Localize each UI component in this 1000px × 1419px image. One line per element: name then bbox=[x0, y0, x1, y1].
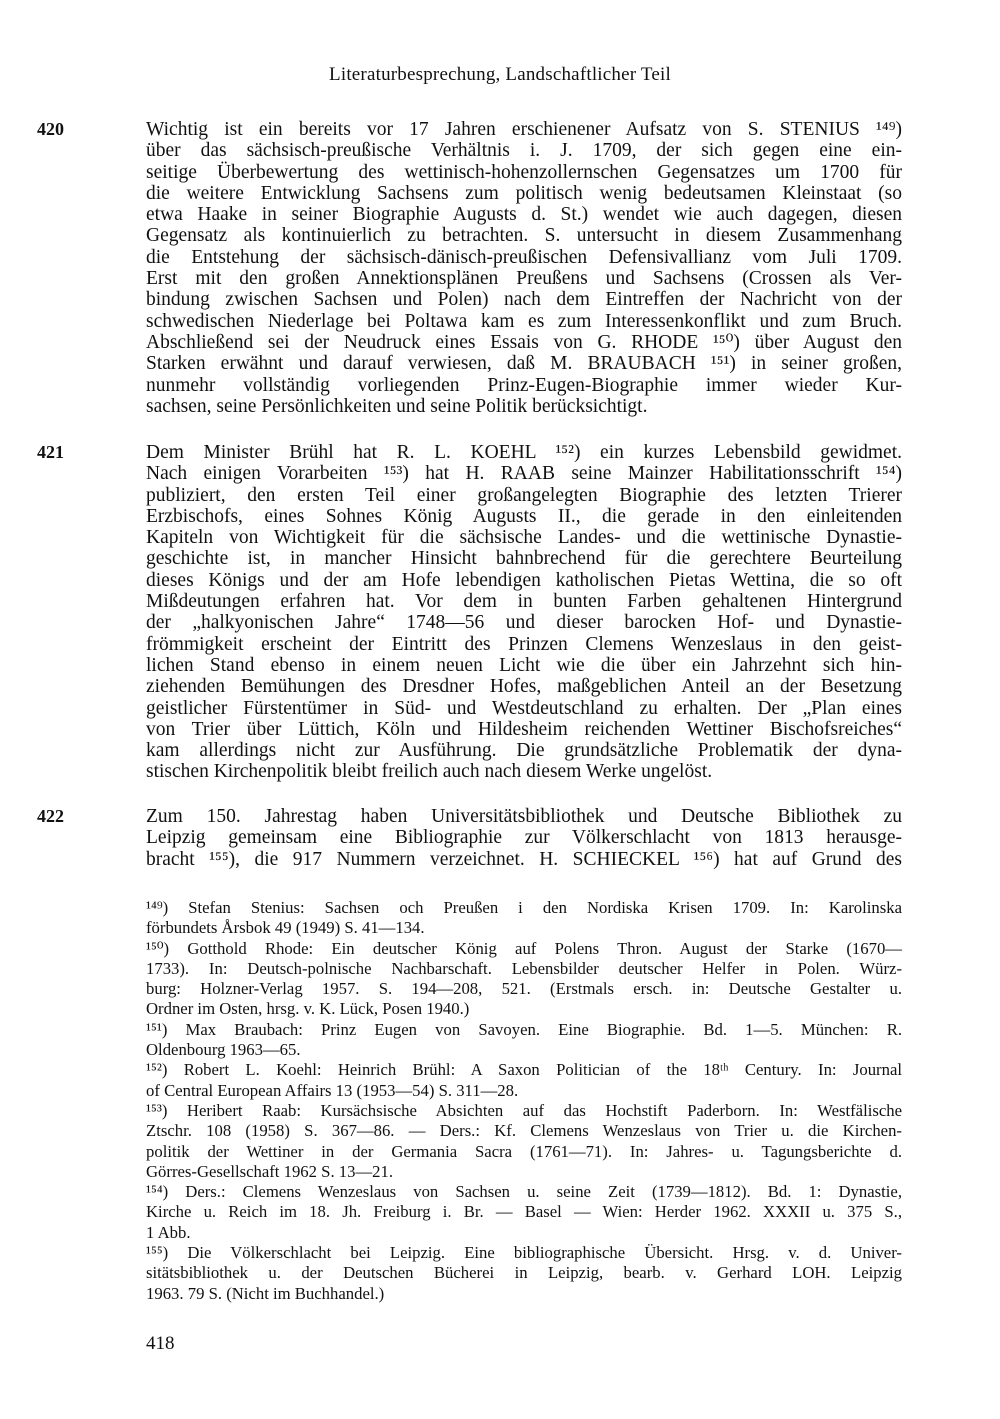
text-line: kam allerdings nicht zur Ausführung. Die grundsätzliche Problematik der dyna- bbox=[146, 740, 902, 762]
text-line: geschichte ist, in mancher Hinsicht bahnbrechend für die gerechtere Beurteilung bbox=[146, 548, 902, 570]
text-line: Kapiteln von Wichtigkeit für die sächsische Landes- und die wettinische Dynastie- bbox=[146, 527, 902, 549]
footnote-line: of Central European Affairs 13 (1953—54) S. 311—28. bbox=[146, 1080, 519, 1100]
footnote-line: ¹⁴⁹) Stefan Stenius: Sachsen och Preußen i den Nordiska Krisen 1709. In: Karolinska bbox=[146, 898, 902, 917]
text-line: frömmigkeit erscheint der Eintritt des Prinzen Clemens Wenzeslaus in den geist- bbox=[146, 633, 902, 655]
footnote-line: Ztschr. 108 (1958) S. 367—86. — Ders.: Kf. Clemens Wenzeslaus von Trier u. die Kirchen- bbox=[146, 1121, 902, 1141]
footnote-line: Ordner im Osten, hrsg. v. K. Lück, Posen 1940.) bbox=[146, 999, 470, 1019]
paragraph-number: 421 bbox=[37, 442, 64, 462]
footnote-line: burg: Holzner-Verlag 1957. S. 194—208, 521. (Erstmals ersch. in: Deutsche Gestalter u. bbox=[146, 979, 902, 999]
footnote-line: Görres-Gesellschaft 1962 S. 13—21. bbox=[146, 1161, 394, 1181]
text-line: Erst mit den großen Annektionsplänen Preußens und Sachsens (Crossen als Ver- bbox=[146, 268, 902, 290]
text-line: die weitere Entwicklung Sachsens zum politisch wenig bedeutsamen Kleinstaat (so bbox=[146, 182, 902, 204]
footnote-line: ¹⁵¹) Max Braubach: Prinz Eugen von Savoyen. Eine Biographie. Bd. 1—5. München: R. bbox=[146, 1019, 902, 1039]
footnote-line: ¹⁵⁰) Gotthold Rhode: Ein deutscher König auf Polens Thron. August der Starke (1670— bbox=[146, 938, 902, 958]
footnote-line: ¹⁵⁵) Die Völkerschlacht bei Leipzig. Eine bibliographische Übersicht. Hrsg. v. d. Univer- bbox=[146, 1243, 902, 1263]
footnote-line: förbundets Årsbok 49 (1949) S. 41—134. bbox=[146, 918, 425, 938]
footnote-line: sitätsbibliothek u. der Deutschen Bücherei in Leipzig, bearb. v. Gerhard LOH. Leipzig bbox=[146, 1263, 902, 1283]
text-line: Starken erwähnt und darauf verwiesen, daß M. BRAUBACH ¹⁵¹) in seiner großen, bbox=[146, 353, 902, 375]
text-line: Wichtig ist ein bereits vor 17 Jahren erschienener Aufsatz von S. STENIUS ¹⁴⁹) bbox=[146, 119, 902, 140]
footnote-line: ¹⁵²) Robert L. Koehl: Heinrich Brühl: A Saxon Politician of the 18ᵗʰ Century. In: Journal bbox=[146, 1060, 902, 1080]
text-line: publiziert, den ersten Teil einer großangelegten Biographie des letzten Trierer bbox=[146, 484, 902, 506]
text-line: ziehenden Bemühungen des Dresdner Hofes, maßgeblichen Anteil an der Besetzung bbox=[146, 676, 902, 698]
text-line: Mißdeutungen erfahren hat. Vor dem in bunten Farben gehaltenen Hintergrund bbox=[146, 591, 902, 613]
text-line: schwedischen Niederlage bei Poltawa kam es zum Interessenkonflikt und zum Bruch. bbox=[146, 310, 902, 332]
footnotes bbox=[146, 898, 902, 1304]
page-number: 418 bbox=[146, 1333, 175, 1354]
text-line: dieses Königs und der am Hofe lebendigen katholischen Pietas Wettina, die so oft bbox=[146, 569, 902, 591]
text-line: Erzbischofs, eines Sohnes König Augusts II., die gerade in den einleitenden bbox=[146, 505, 902, 527]
text-line: Nach einigen Vorarbeiten ¹⁵³) hat H. RAAB seine Mainzer Habilitationsschrift ¹⁵⁴) bbox=[146, 463, 902, 485]
paragraph-420 bbox=[37, 119, 902, 417]
text-line: seitige Überbewertung des wettinisch-hohenzollernschen Gegensatzes um 1700 für bbox=[146, 161, 902, 183]
text-line: die Entstehung der sächsisch-dänisch-preußischen Defensivallianz vom Juli 1709. bbox=[146, 246, 902, 268]
paragraph-number: 422 bbox=[37, 806, 64, 826]
paragraph-422 bbox=[37, 806, 902, 870]
text-line: Zum 150. Jahrestag haben Universitätsbibliothek und Deutsche Bibliothek zu bbox=[146, 806, 902, 827]
footnote-line: 1733). In: Deutsch-polnische Nachbarschaft. Lebensbilder deutscher Helfer in Polen. Würz- bbox=[146, 958, 902, 978]
running-header: Literaturbesprechung, Landschaftlicher Teil bbox=[329, 64, 671, 85]
text-line: über das sächsisch-preußische Verhältnis i. J. 1709, der sich gegen eine ein- bbox=[146, 140, 902, 162]
footnote-line: politik der Wettiner in der Germania Sacra (1761—71). In: Jahres- u. Tagungsberichte d. bbox=[146, 1141, 902, 1161]
paragraph-421 bbox=[37, 442, 902, 783]
text-line: Leipzig gemeinsam eine Bibliographie zur Völkerschlacht von 1813 herausge- bbox=[146, 827, 902, 849]
text-line: bracht ¹⁵⁵), die 917 Nummern verzeichnet. H. SCHIECKEL ¹⁵⁶) hat auf Grund des bbox=[146, 848, 902, 870]
text-line: Dem Minister Brühl hat R. L. KOEHL ¹⁵²) ein kurzes Lebensbild gewidmet. bbox=[146, 442, 902, 463]
paragraph-number: 420 bbox=[37, 119, 64, 139]
text-line: Abschließend sei der Neudruck eines Essais von G. RHODE ¹⁵⁰) über August den bbox=[146, 331, 902, 353]
text-line: stischen Kirchenpolitik bleibt freilich auch nach diesem Werke ungelöst. bbox=[146, 761, 713, 783]
text-line: lichen Stand ebenso in einem neuen Licht wie die über ein Jahrzehnt sich hin- bbox=[146, 654, 902, 676]
footnote-line: ¹⁵⁴) Ders.: Clemens Wenzeslaus von Sachsen u. seine Zeit (1739—1812). Bd. 1: Dynastie, bbox=[146, 1182, 902, 1202]
text-line: von Trier über Lüttich, Köln und Hildesheim reichenden Wettiner Bischofsreiches“ bbox=[146, 718, 902, 740]
text-line: bindung zwischen Sachsen und Polen) nach dem Eintreffen der Nachricht von der bbox=[146, 289, 902, 311]
footnote-line: 1963. 79 S. (Nicht im Buchhandel.) bbox=[146, 1283, 385, 1303]
text-line: nunmehr vollständig vorliegenden Prinz-Eugen-Biographie immer wieder Kur- bbox=[146, 374, 902, 396]
text-line: sachsen, seine Persönlichkeiten und seine Politik berücksichtigt. bbox=[146, 395, 648, 417]
text-line: geistlicher Fürstentümer in Süd- und Westdeutschland zu erhalten. Der „Plan eines bbox=[146, 697, 902, 719]
footnote-line: Oldenbourg 1963—65. bbox=[146, 1040, 301, 1060]
footnote-line: ¹⁵³) Heribert Raab: Kursächsische Absichten auf das Hochstift Paderborn. In: Westfälische bbox=[146, 1100, 902, 1120]
footnote-line: 1 Abb. bbox=[146, 1222, 191, 1242]
text-line: Gegensatz als kontinuierlich zu betrachten. S. untersucht in diesem Zusammenhang bbox=[146, 225, 902, 247]
text-line: der „halkyonischen Jahre“ 1748—56 und dieser barocken Hof- und Dynastie- bbox=[146, 612, 902, 634]
text-line: etwa Haake in seiner Biographie Augusts d. St.) wendet wie auch dagegen, diesen bbox=[146, 204, 902, 226]
footnote-line: Kirche u. Reich im 18. Jh. Freiburg i. Br. — Basel — Wien: Herder 1962. XXXII u. 375 S., bbox=[146, 1202, 902, 1222]
